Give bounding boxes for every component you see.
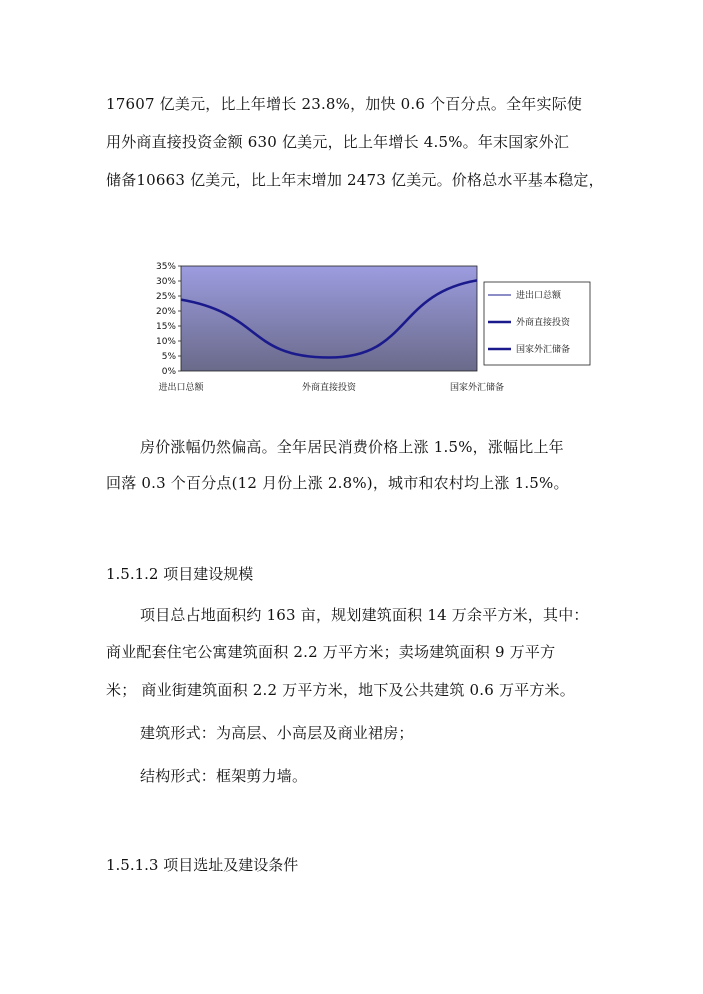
y-tick-label: 0% xyxy=(161,367,176,377)
scale-line-3: 米； 商业街建筑面积 2.2 万平方米，地下及公共建筑 0.6 万平方米。 xyxy=(106,681,575,699)
y-tick-label: 5% xyxy=(161,352,176,362)
intro-line-3: 储备10663 亿美元，比上年末增加 2473 亿美元。价格总水平基本稳定， xyxy=(106,171,604,189)
legend-label: 国家外汇储备 xyxy=(516,345,571,355)
section-heading-site: 1.5.1.3 项目选址及建设条件 xyxy=(106,856,299,874)
y-axis xyxy=(156,262,181,377)
section-heading-scale: 1.5.1.2 项目建设规模 xyxy=(106,565,254,583)
legend-label: 进出口总额 xyxy=(516,291,562,301)
prices-line-2: 回落 0.3 个百分点(12 月份上涨 2.8%)，城市和农村均上涨 1.5%。 xyxy=(106,474,569,492)
y-tick-label: 30% xyxy=(155,277,176,287)
y-tick-label: 20% xyxy=(155,307,176,317)
building-form-line: 建筑形式：为高层、小高层及商业裙房； xyxy=(140,724,414,742)
x-tick-label: 国家外汇储备 xyxy=(449,383,505,393)
intro-line-2: 用外商直接投资金额 630 亿美元，比上年增长 4.5%。年末国家外汇 xyxy=(106,133,570,151)
legend-label: 外商直接投资 xyxy=(516,318,571,328)
y-tick-label: 10% xyxy=(155,337,176,347)
legend xyxy=(484,282,590,365)
prices-line-1: 房价涨幅仍然偏高。全年居民消费价格上涨 1.5%，涨幅比上年 xyxy=(140,438,564,456)
scale-line-2: 商业配套住宅公寓建筑面积 2.2 万平方米；卖场建筑面积 9 万平方 xyxy=(106,643,556,661)
structure-form-line: 结构形式：框架剪力墙。 xyxy=(140,767,308,785)
x-tick-label: 进出口总额 xyxy=(158,383,204,393)
x-tick-label: 外商直接投资 xyxy=(301,383,357,393)
y-tick-label: 35% xyxy=(155,262,176,272)
chart xyxy=(140,255,600,400)
y-tick-label: 15% xyxy=(155,322,176,332)
intro-line-1: 17607 亿美元，比上年增长 23.8%，加快 0.6 个百分点。全年实际使 xyxy=(106,95,583,113)
y-tick-label: 25% xyxy=(155,292,176,302)
plot-area xyxy=(181,266,477,371)
scale-line-1: 项目总占地面积约 163 亩，规划建筑面积 14 万余平方米，其中： xyxy=(140,606,589,624)
x-axis xyxy=(158,381,504,393)
